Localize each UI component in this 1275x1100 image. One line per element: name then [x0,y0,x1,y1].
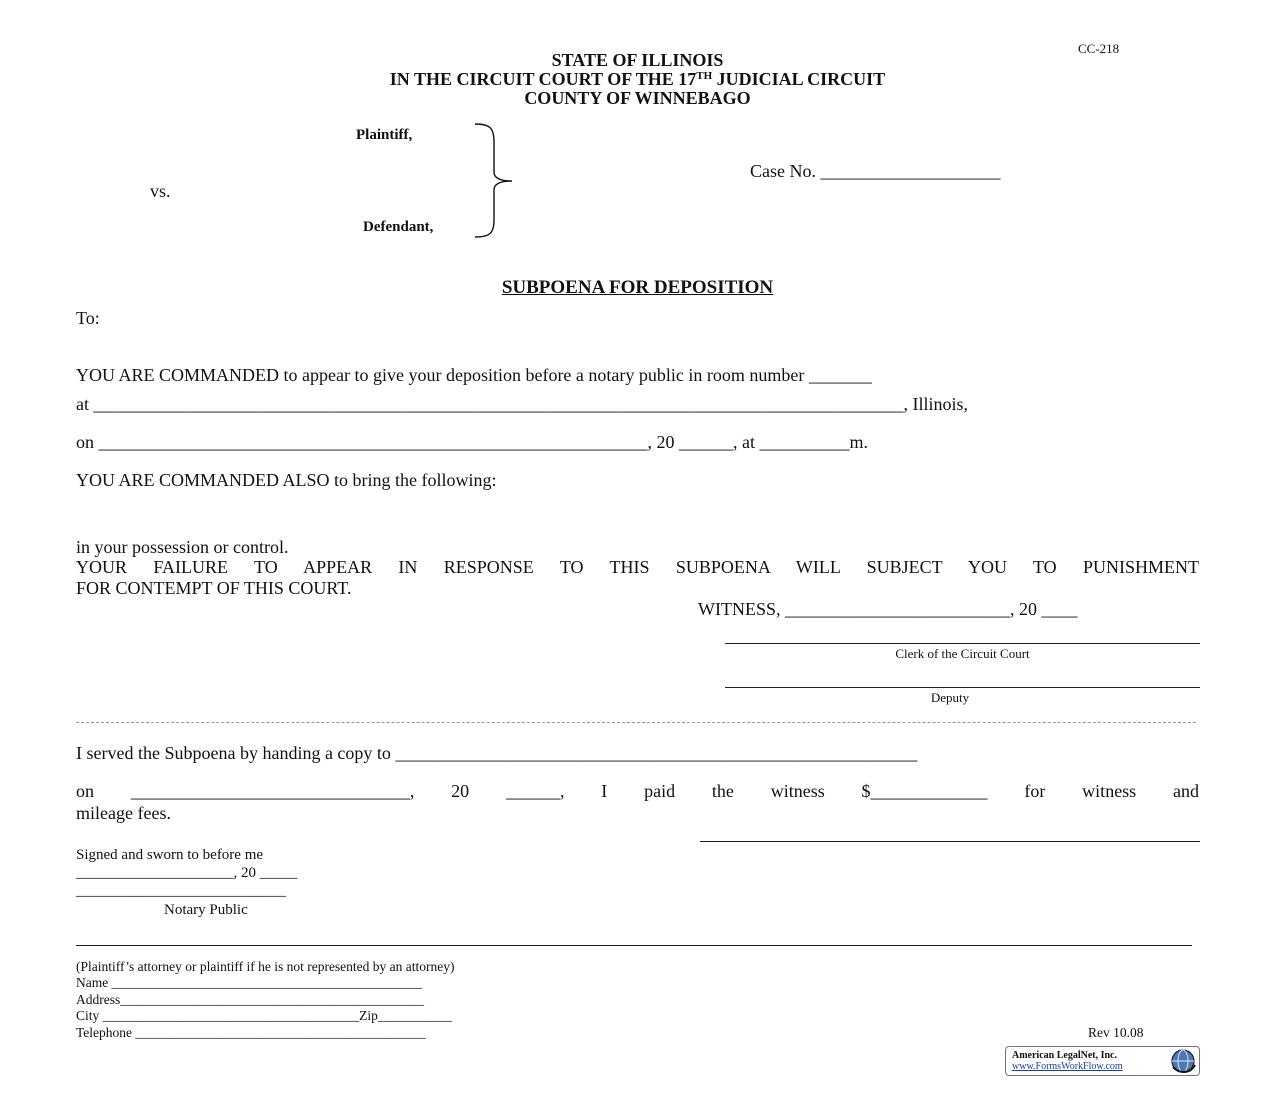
to-label: To: [76,308,100,328]
server-signature-line[interactable] [700,841,1200,842]
clerk-signature-line[interactable] [725,643,1200,644]
deputy-signature-line[interactable] [725,687,1200,688]
header-court-post: JUDICIAL CIRCUIT [712,69,886,89]
document-title: SUBPOENA FOR DEPOSITION [501,277,774,298]
attorney-name-field[interactable]: Name ______________________________________________ [76,975,423,990]
failure-warning: YOUR FAILURE TO APPEAR IN RESPONSE TO THIS SUBPOENA WILL SUBJECT YOU TO PUNISHMENT [76,557,1199,577]
revision-label: Rev 10.08 [1088,1025,1144,1040]
section-separator [76,722,1196,723]
header-court-sup: TH [696,70,713,82]
command-location[interactable]: at __________________________________________________________________________________________, Illinois, [76,394,968,414]
form-number: CC-218 [1078,41,1120,56]
attorney-note: (Plaintiff’s attorney or plaintiff if he is not represented by an attorney) [76,959,455,974]
attorney-city-zip-field[interactable]: City ______________________________________Zip___________ [76,1008,453,1023]
command-date-time[interactable]: on _____________________________________________________________, 20 ______, at __________m. [76,432,868,452]
sworn-label: Signed and sworn to before me [76,847,264,863]
service-mileage: mileage fees. [76,803,171,823]
caption-brace [470,120,520,240]
witness-date-field[interactable]: WITNESS, _________________________, 20 ____ [698,599,1078,619]
case-number-field[interactable]: Case No. ____________________ [750,161,1001,181]
logo-url[interactable]: www.FormsWorkFlow.com [1012,1061,1123,1072]
logo-company: American LegalNet, Inc. [1012,1050,1117,1061]
service-date-fee[interactable]: on _______________________________, 20 ______, I paid the witness $_____________ for witness and [76,781,1199,801]
command-room[interactable]: YOU ARE COMMANDED to appear to give your deposition before a notary public in room number _______ [76,365,872,385]
header-state: STATE OF ILLINOIS [551,50,724,70]
attorney-telephone-field[interactable]: Telephone ___________________________________________ [76,1025,426,1040]
attorney-section-rule [76,945,1192,946]
command-also: YOU ARE COMMANDED ALSO to bring the following: [76,470,497,490]
attorney-address-field[interactable]: Address_____________________________________________ [76,992,424,1007]
deputy-label: Deputy [930,690,970,705]
notary-signature-line[interactable]: ____________________________ [76,883,286,899]
notary-date-field[interactable]: _____________________, 20 _____ [76,865,298,881]
plaintiff-label: Plaintiff, [356,127,413,143]
american-legalnet-logo[interactable] [1005,1046,1200,1076]
header-court [0,70,1275,89]
globe-icon [1170,1048,1196,1074]
failure-warning-end: FOR CONTEMPT OF THIS COURT. [76,578,352,598]
possession-text: in your possession or control. [76,537,289,557]
notary-label: Notary Public [164,902,248,918]
clerk-label: Clerk of the Circuit Court [895,646,1030,661]
header-county: COUNTY OF WINNEBAGO [524,88,751,108]
header-court-pre: IN THE CIRCUIT COURT OF THE 17 [389,69,697,89]
defendant-label: Defendant, [363,219,434,235]
service-handed-to[interactable]: I served the Subpoena by handing a copy to __________________________________________________________ [76,743,918,763]
vs-label: vs. [150,181,171,201]
